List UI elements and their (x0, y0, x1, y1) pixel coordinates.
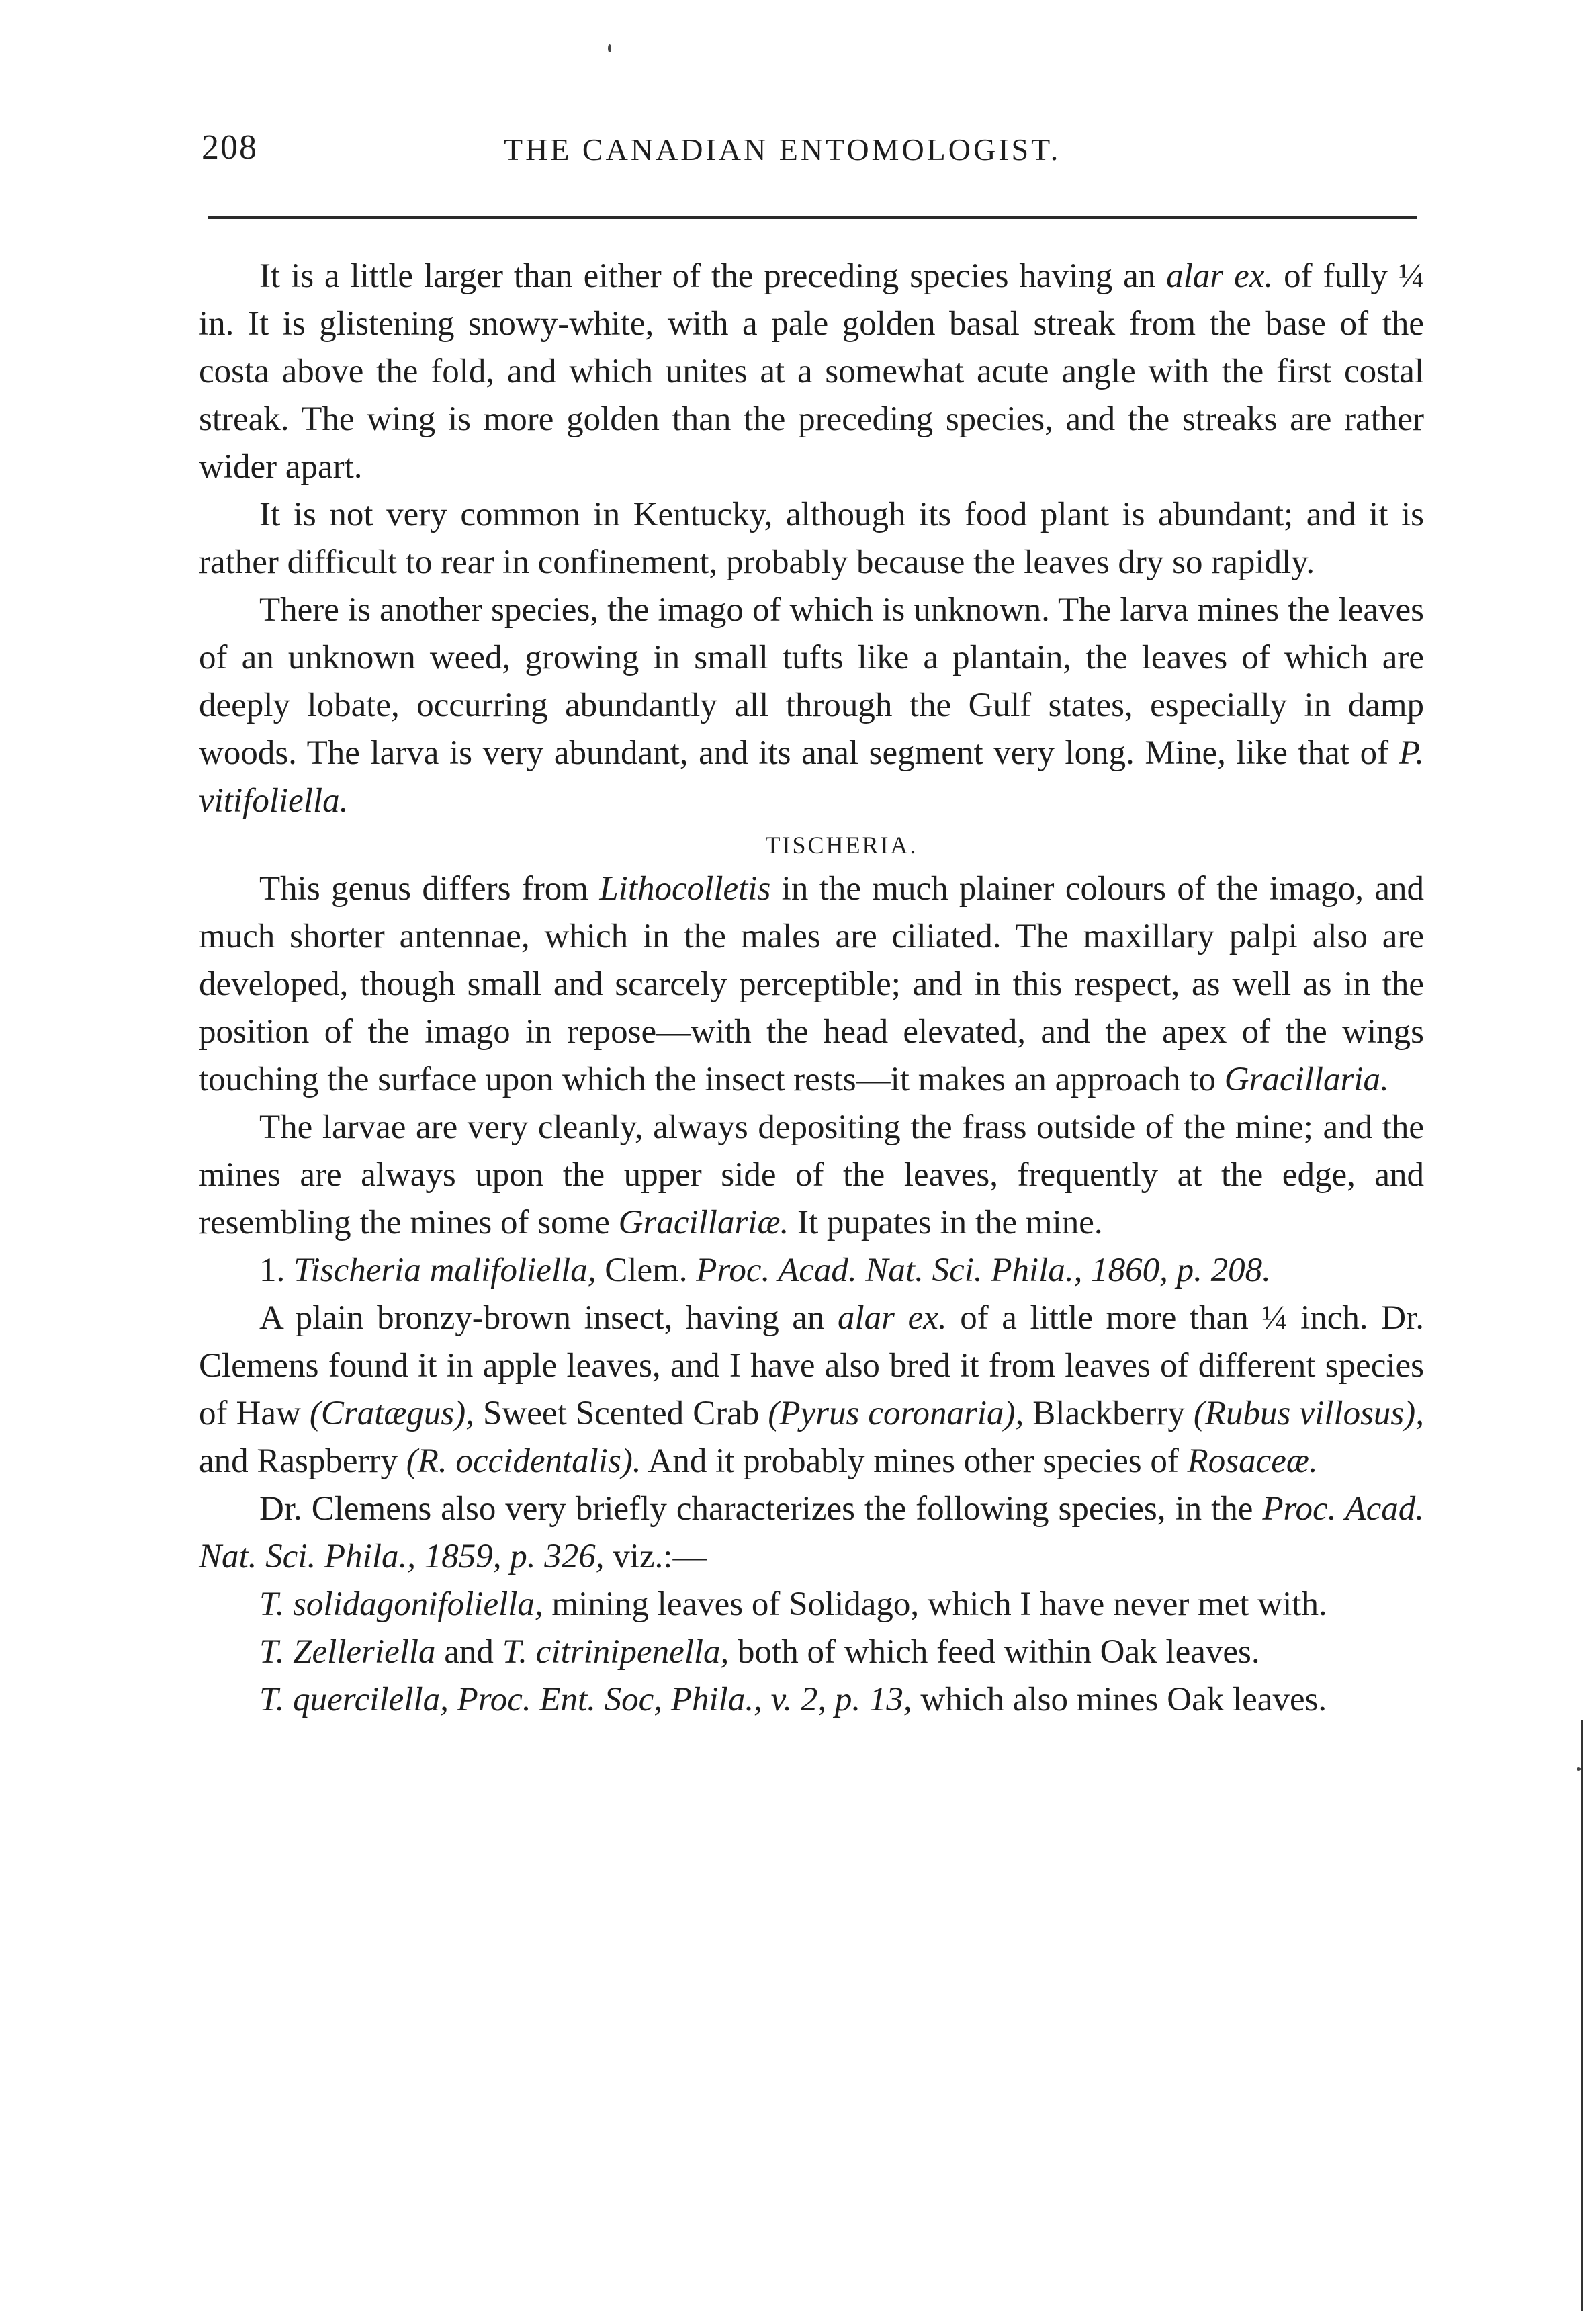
header-rule (208, 216, 1417, 219)
paragraph-3: There is another species, the imago of which is unknown. The larva mines the leaves of an unknown weed, growing in small tufts like a plantain, the leaves of which are deeply lobate, occurring abundantly all through the Gulf states, especially in damp woods. The larva is very abundant, and its anal segment very long. Mine, like that of P. vitifoliella. (199, 591, 1424, 820)
species-quercilella: T. quercilella, Proc. Ent. Soc, Phila., v. 2, p. 13, which also mines Oak leaves. (259, 1681, 1327, 1718)
species-solidagonifoliella: T. solidagonifoliella, mining leaves of Solidago, which I have never met with. (259, 1585, 1327, 1623)
species-zelleriella: T. Zelleriella and T. citrinipenella, both of which feed within Oak leaves. (259, 1633, 1260, 1671)
scan-speck (608, 44, 611, 52)
paragraph-7: A plain bronzy-brown insect, having an alar ex. of a little more than ¼ inch. Dr. Clemens found it in apple leaves, and I have also bred it from leaves of different species of Haw (Cratægus), Sweet Scented Crab (Pyrus coronaria), Blackberry (Rubus villosus), and Raspberry (R. occidentalis). And it probably mines other species of Rosaceæ. (199, 1299, 1425, 1480)
scan-margin-line (1581, 1720, 1583, 2311)
paragraph-1: It is a little larger than either of the preceding species having an alar ex. of fully ¼ in. It is glistening snowy-white, with a pale golden basal streak from the base of the costa above the fold, and which unites at a somewhat acute angle with the first costal streak. The wing is more golden than the preceding species, and the streaks are rather wider apart. (199, 257, 1424, 486)
article-body (199, 253, 1424, 1724)
scan-speck (1577, 1767, 1581, 1771)
running-title: THE CANADIAN ENTOMOLOGIST. (504, 132, 1061, 167)
species-entry-malifoliella: 1. Tischeria malifoliella, Clem. Proc. Acad. Nat. Sci. Phila., 1860, p. 208. (259, 1252, 1271, 1289)
page-number: 208 (202, 128, 258, 167)
paragraph-8: Dr. Clemens also very briefly characterizes the following species, in the Proc. Acad. Nat. Sci. Phila., 1859, p. 326, viz.:— (199, 1490, 1424, 1575)
section-heading-tischeria: TISCHERIA. (765, 832, 918, 859)
paragraph-5: The larvae are very cleanly, always depositing the frass outside of the mine; and the mines are always upon the upper side of the leaves, frequently at the edge, and resembling the mines of some Gracillariæ. It pupates in the mine. (199, 1108, 1424, 1241)
paragraph-4: This genus differs from Lithocolletis in the much plainer colours of the imago, and much shorter antennae, which in the males are ciliated. The maxillary palpi also are developed, though small and scarcely perceptible; and in this respect, as well as in the position of the imago in repose—with the head elevated, and the apex of the wings touching the surface upon which the insect rests—it makes an approach to Gracillaria. (199, 870, 1424, 1098)
page-header (202, 128, 1411, 181)
paragraph-2: It is not very common in Kentucky, although its food plant is abundant; and it is rather difficult to rear in confinement, probably because the leaves dry so rapidly. (199, 496, 1424, 581)
